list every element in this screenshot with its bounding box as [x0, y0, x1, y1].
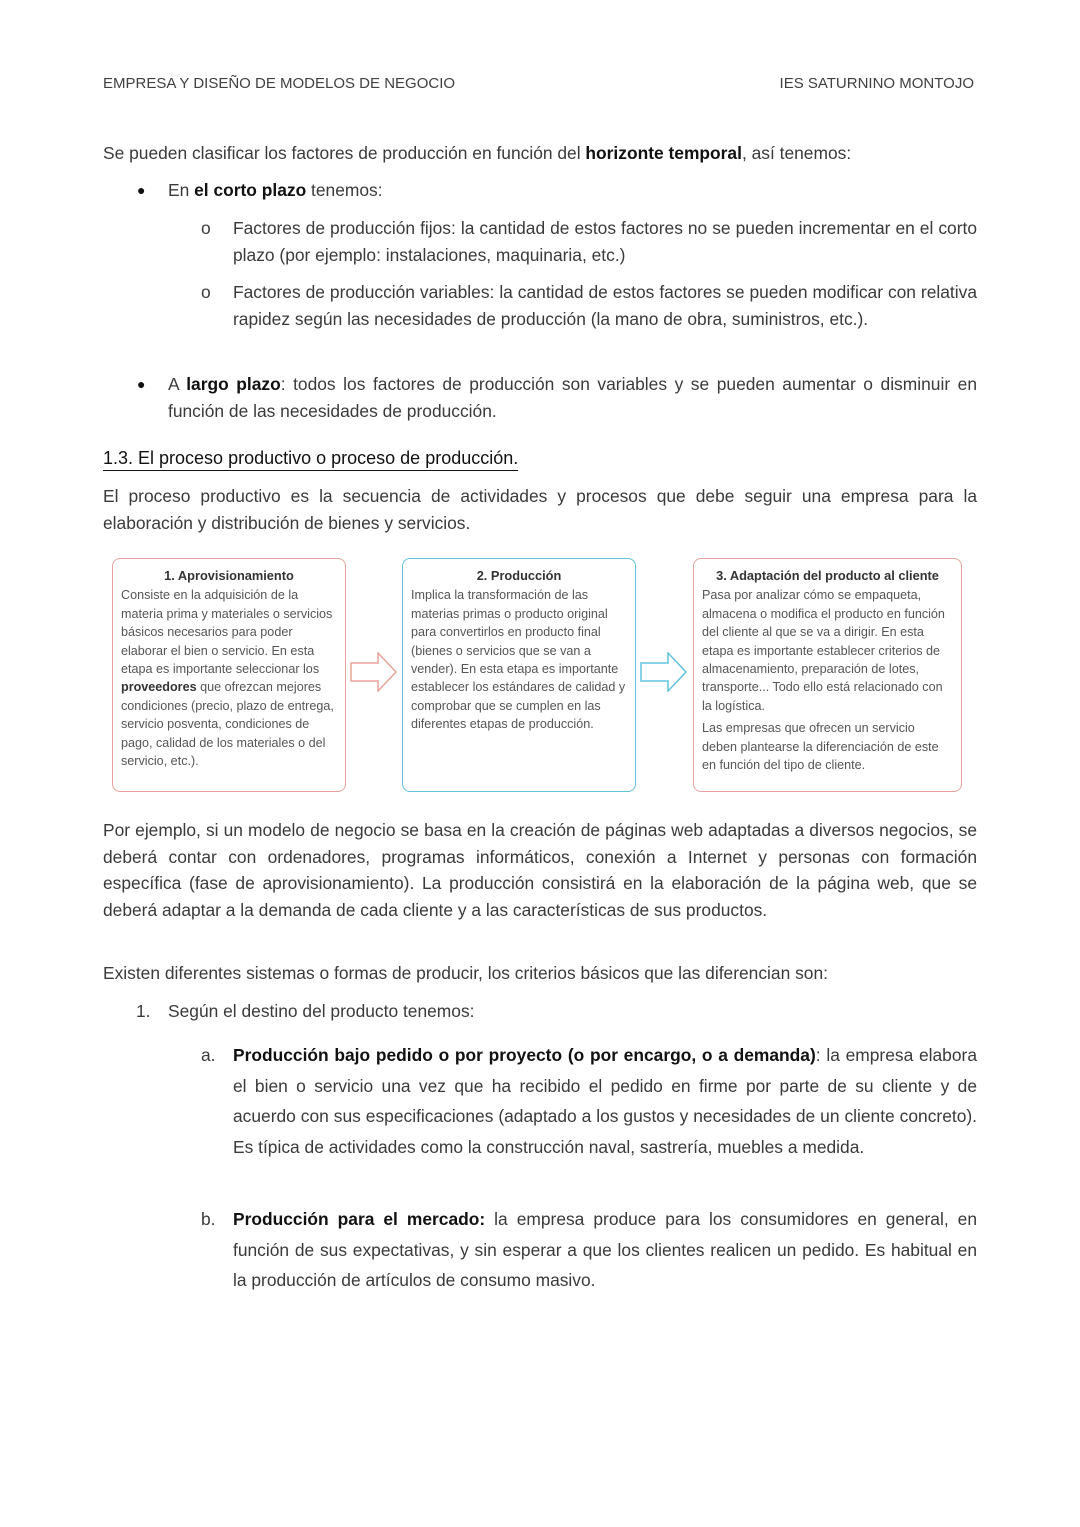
list-marker: b. [201, 1209, 216, 1229]
section-heading: 1.3. El proceso productivo o proceso de producción. [103, 448, 518, 471]
text: En [168, 180, 195, 200]
diagram-box-adaptacion [693, 558, 962, 792]
arrow-right-icon [350, 652, 398, 692]
text: Se pueden clasificar los factores de producción en función del [103, 143, 586, 163]
text: , así tenemos: [741, 143, 852, 163]
header-right: IES SATURNINO MONTOJO [779, 75, 974, 92]
diagram-box-produccion [402, 558, 636, 792]
box-text [121, 586, 337, 770]
arrow-right-icon [640, 652, 688, 692]
diagram-box-aprovisionamiento [112, 558, 346, 792]
bullet-icon: ● [137, 376, 146, 392]
fixed-factors-item: Factores de producción fijos: la cantidad de estos factores no se pueden incrementar en el corto plazo (por ejemplo: instalaciones, maquinaria, etc.) [233, 218, 977, 265]
box-title: 2. Producción [476, 568, 562, 583]
bold-text: horizonte temporal [585, 143, 742, 163]
text: Consiste en la adquisición de la materia prima y materiales o servicios básicos necesarios para poder elaborar el bien o servicio. En esta etapa es importante seleccionar los [121, 588, 333, 677]
systems-paragraph: Existen diferentes sistemas o formas de producir, los criterios básicos que las diferencian son: [103, 963, 828, 983]
intro-paragraph [103, 140, 983, 167]
example-paragraph: Por ejemplo, si un modelo de negocio se basa en la creación de páginas web adaptadas a diversos negocios, se deberá contar con ordenadores, programas informáticos, conexión a Internet y personas con formación específica (fase de aprovisionamiento). La producción consistirá en la elaboración de la página web, que se deberá adaptar a la demanda de cada cliente y a las características de sus productos. [103, 820, 977, 921]
long-term-item [168, 371, 977, 424]
bold-text: el corto plazo [194, 180, 307, 200]
bullet-icon: ● [137, 182, 146, 198]
list-item [233, 1040, 977, 1162]
text: A [168, 374, 187, 394]
section-paragraph: El proceso productivo es la secuencia de actividades y procesos que debe seguir una empresa para la elaboración y distribución de bienes y servicios. [103, 486, 977, 533]
text: que ofrezcan mejores condiciones (precio, plazo de entrega, servicio posventa, condiciones de pago, calidad de los materiales o del servicio, etc.). [121, 680, 334, 769]
box-text: Las empresas que ofrecen un servicio deben plantearse la diferenciación de este en función del tipo de cliente. [702, 721, 939, 773]
box-title: 1. Aprovisionamiento [164, 568, 294, 583]
short-term-item [168, 177, 978, 204]
box-title: 3. Adaptación del producto al cliente [716, 568, 939, 583]
text: la empresa produce para los consumidores en general, en función de sus expectativas, y sin esperar a que los clientes realicen un pedido. Es habitual en la producción de artículos de consumo masivo. [233, 1209, 977, 1290]
header-left: EMPRESA Y DISEÑO DE MODELOS DE NEGOCIO [103, 75, 456, 92]
variable-factors-item: Factores de producción variables: la cantidad de estos factores se pueden modificar con relativa rapidez según las necesidades de producción (la mano de obra, suministros, etc.). [233, 282, 977, 329]
bold-text: Producción para el mercado: [233, 1209, 486, 1229]
list-number: 1. [136, 1001, 151, 1021]
list-item [233, 1204, 977, 1296]
text: : la empresa elabora el bien o servicio una vez que ha recibido el pedido en firme por parte de su cliente y de acuerdo con sus especificaciones (adaptado a los gustos y necesidades de un cliente concreto). Es típica de actividades como la construcción naval, sastrería, muebles a medida. [233, 1045, 977, 1157]
bold-text: Producción bajo pedido o por proyecto (o por encargo, o a demanda) [233, 1045, 816, 1065]
text: : todos los factores de producción son variables y se pueden aumentar o disminuir en función de las necesidades de producción. [168, 374, 977, 421]
sub-bullet-icon: o [201, 282, 211, 302]
list-label: Según el destino del producto tenemos: [168, 1001, 475, 1021]
sub-bullet-icon: o [201, 218, 211, 238]
bold-text: largo plazo [186, 374, 281, 394]
bold-text: proveedores [121, 680, 197, 695]
box-text: Pasa por analizar cómo se empaqueta, almacena o modifica el producto en función del cliente al que se va a dirigir. En esta etapa es importante establecer criterios de almacenamiento, preparación de lotes, transporte... Todo ello está relacionado con la logística. [702, 588, 945, 713]
text: tenemos: [306, 180, 383, 200]
list-marker: a. [201, 1045, 216, 1065]
box-text: Implica la transformación de las materias primas o producto original para convertirlos en producto final (bienes o servicios que se van a vender). En esta etapa es importante establecer los estándares de calidad y comprobar que se cumplen en las diferentes etapas de producción. [411, 588, 626, 732]
